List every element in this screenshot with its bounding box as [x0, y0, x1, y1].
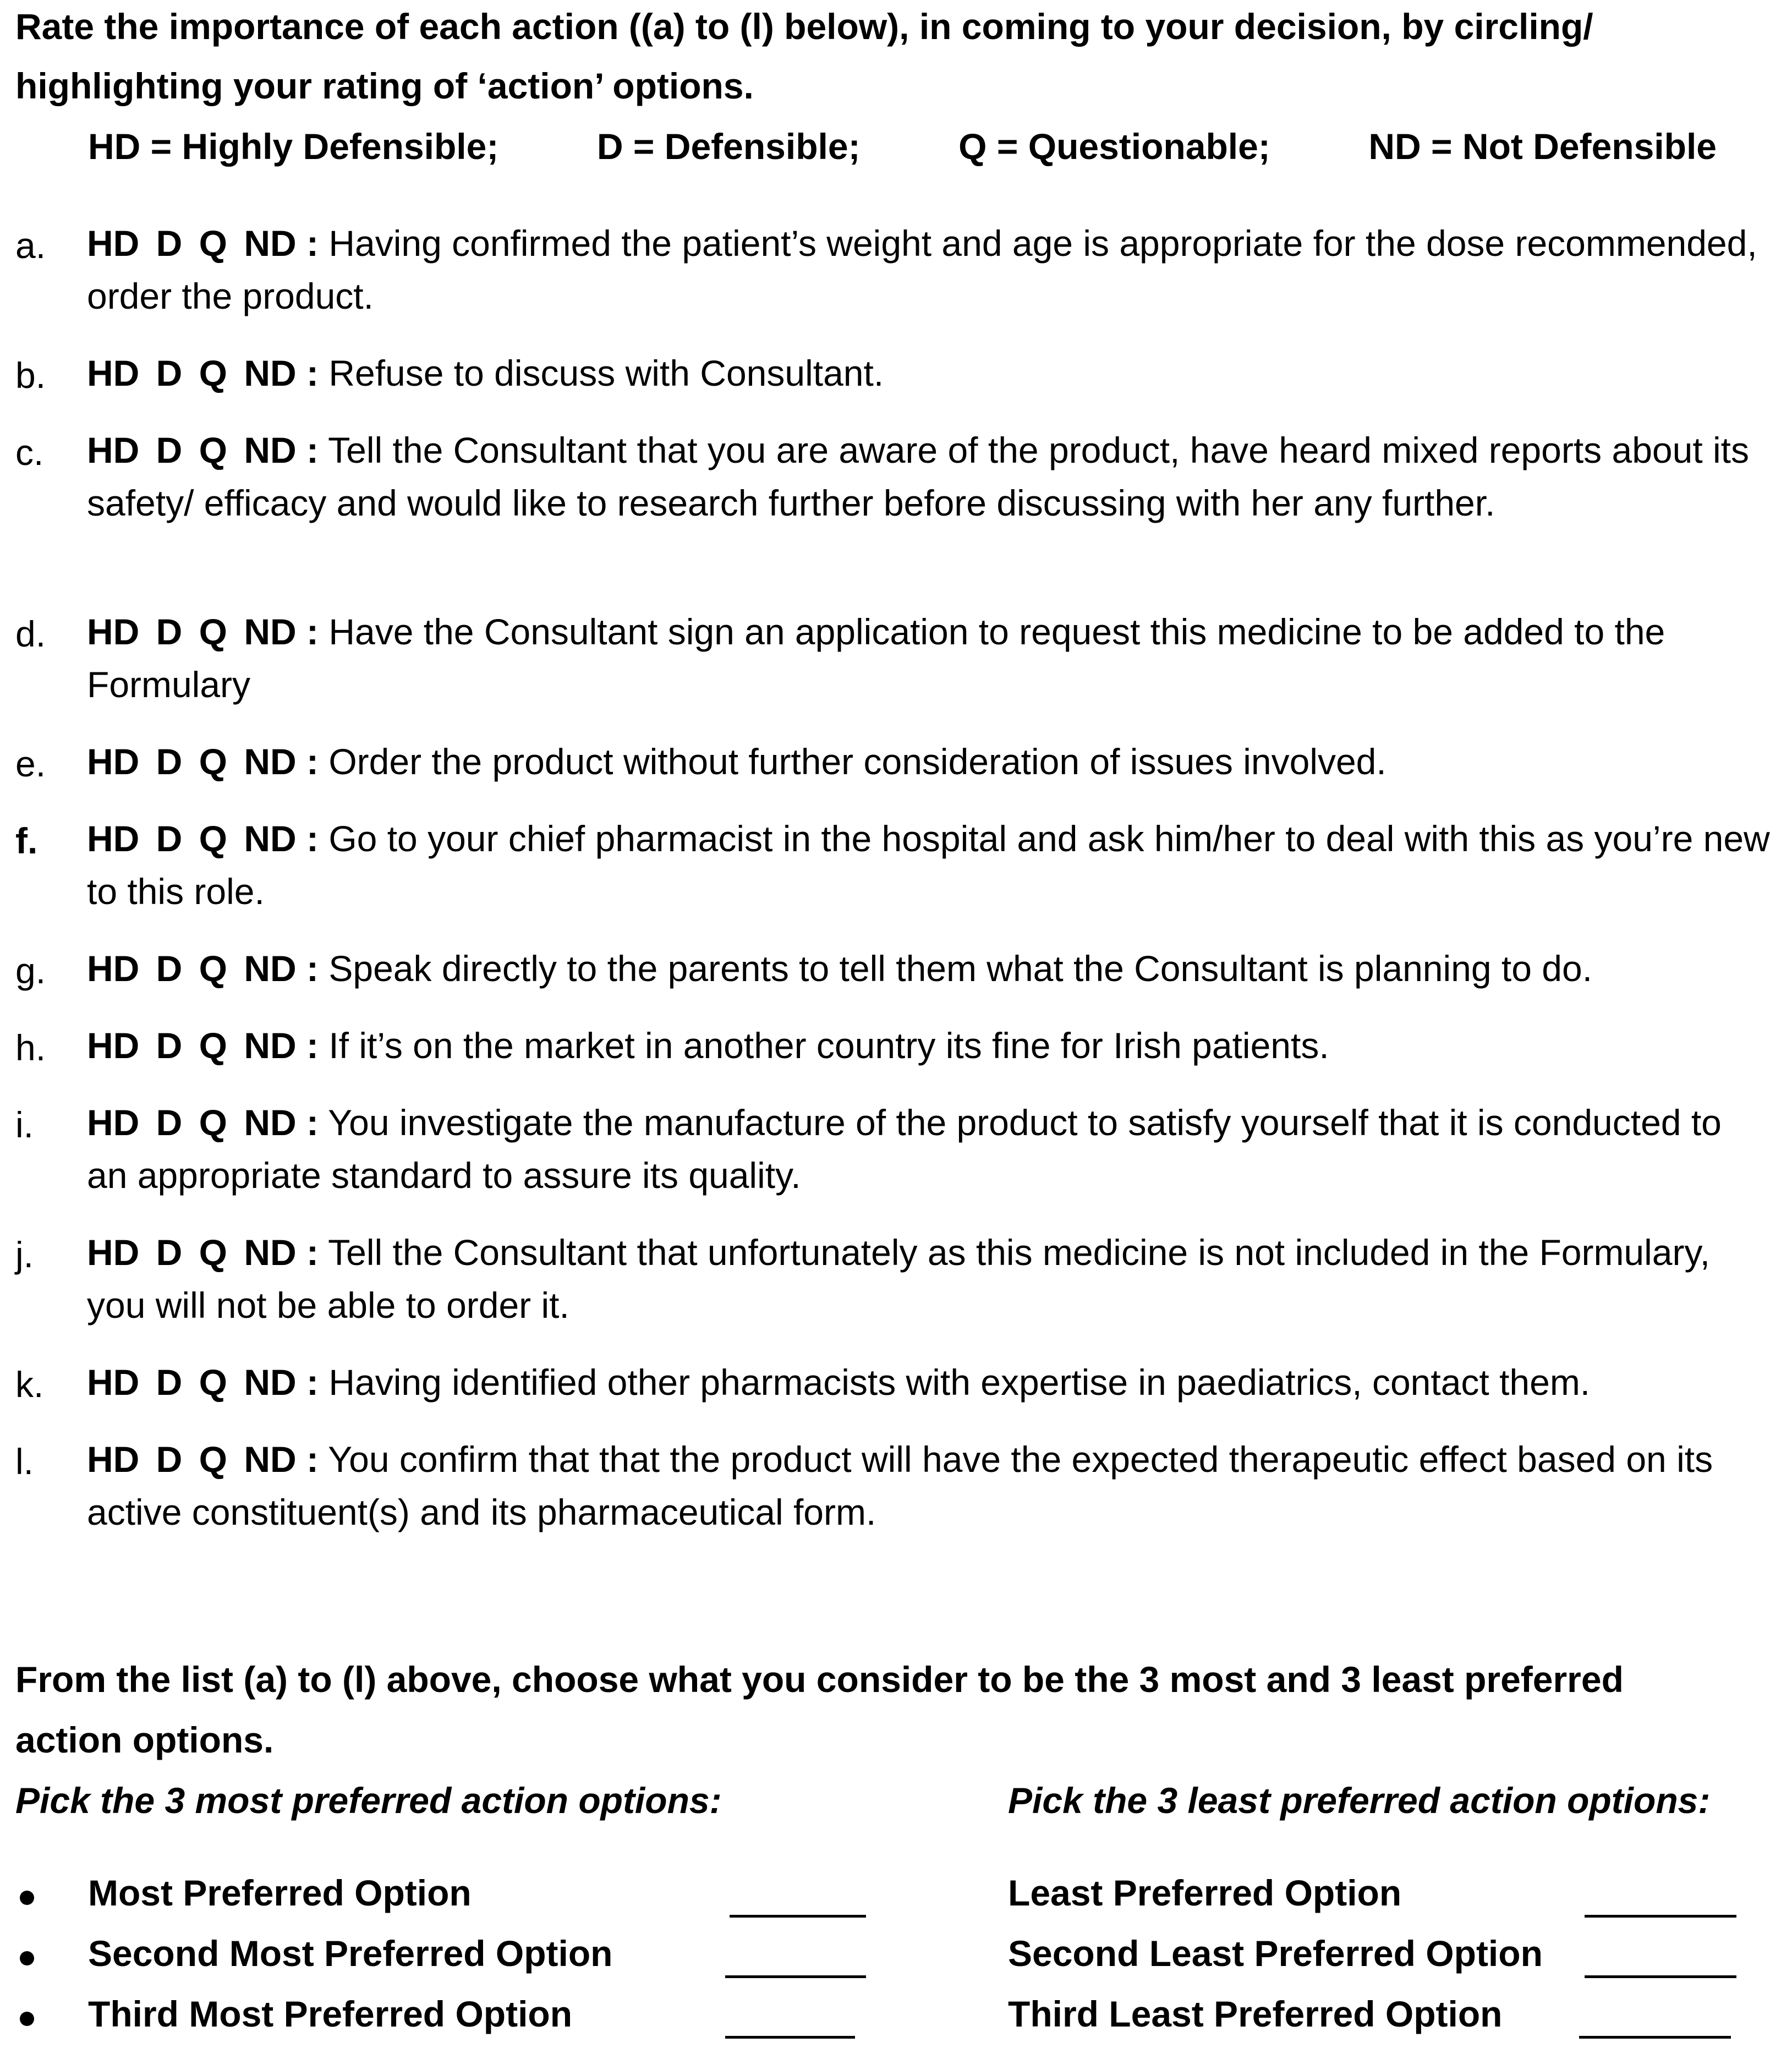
item-letter: j.	[15, 1234, 34, 1275]
rating-options[interactable]: HD D Q ND	[87, 741, 297, 782]
item-colon: :	[306, 1439, 319, 1480]
item-text: Order the product without further consideration of issues involved.	[328, 741, 1387, 782]
rating-legend	[88, 125, 1717, 167]
bullet-icon	[15, 2007, 37, 2029]
third-most-preferred-blank[interactable]	[725, 2036, 855, 2039]
item-colon: :	[306, 611, 319, 652]
least-preferred-option-label: Least Preferred Option	[1008, 1872, 1402, 1913]
rating-options[interactable]: HD D Q ND	[87, 948, 297, 989]
rating-options[interactable]: HD D Q ND	[87, 1025, 297, 1066]
item-text: If it’s on the market in another country its fine for Irish patients.	[328, 1025, 1329, 1066]
item-colon: :	[306, 223, 319, 264]
item-colon: :	[306, 741, 319, 782]
third-most-preferred-option-label: Third Most Preferred Option	[88, 1994, 573, 2034]
rating-options[interactable]: HD D Q ND	[87, 1232, 297, 1273]
most-preferred-option-label: Most Preferred Option	[88, 1872, 472, 1913]
rating-options[interactable]: HD D Q ND	[87, 223, 297, 264]
item-letter: i.	[15, 1104, 34, 1145]
second-most-preferred-blank[interactable]	[725, 1975, 866, 1978]
third-least-preferred-option-label: Third Least Preferred Option	[1008, 1994, 1503, 2034]
item-text: Having confirmed the patient’s weight and age is appropriate for the dose recommended, order the product.	[87, 223, 1757, 316]
item-letter: a.	[15, 225, 46, 266]
item-letter: c.	[15, 432, 44, 473]
bullet-icon	[15, 1886, 37, 1908]
item-colon: :	[306, 353, 319, 393]
item-colon: :	[306, 1025, 319, 1066]
rating-options[interactable]: HD D Q ND	[87, 611, 297, 652]
item-text: Tell the Consultant that you are aware of the product, have heard mixed reports about its safety/ efficacy and would like to research further before discussing with her any further.	[87, 430, 1749, 523]
second-least-preferred-blank[interactable]	[1585, 1975, 1736, 1978]
legend-nd: ND = Not Defensible	[1368, 126, 1717, 167]
most-preferred-heading: Pick the 3 most preferred action options:	[15, 1780, 722, 1821]
item-letter: h.	[15, 1027, 46, 1068]
second-most-preferred-option-label: Second Most Preferred Option	[88, 1933, 613, 1974]
rating-options[interactable]: HD D Q ND	[87, 1439, 297, 1480]
rating-options[interactable]: HD D Q ND	[87, 818, 297, 859]
rating-options[interactable]: HD D Q ND	[87, 1362, 297, 1403]
item-letter: b.	[15, 355, 46, 396]
legend-hd: HD = Highly Defensible;	[88, 126, 499, 167]
legend-d: D = Defensible;	[596, 126, 861, 167]
item-letter: g.	[15, 950, 46, 991]
item-colon: :	[306, 948, 319, 989]
item-text: Having identified other pharmacists with expertise in paediatrics, contact them.	[328, 1362, 1591, 1403]
item-letter: d.	[15, 614, 46, 654]
instructions-line-1: Rate the importance of each action ((a) to (l) below), in coming to your decision, by circling/	[15, 6, 1593, 47]
rating-options[interactable]: HD D Q ND	[87, 1102, 297, 1143]
item-colon: :	[306, 430, 319, 470]
item-colon: :	[306, 1362, 319, 1403]
item-colon: :	[306, 1232, 319, 1273]
choose-instructions-line-2: action options.	[15, 1720, 274, 1760]
item-text: Tell the Consultant that unfortunately as this medicine is not included in the Formulary, you will not be able to order it.	[87, 1232, 1710, 1326]
item-text: Speak directly to the parents to tell them what the Consultant is planning to do.	[328, 948, 1593, 989]
item-letter: l.	[15, 1441, 34, 1482]
choose-instructions-line-1: From the list (a) to (l) above, choose what you consider to be the 3 most and 3 least preferred	[15, 1659, 1624, 1700]
third-least-preferred-blank[interactable]	[1579, 2036, 1731, 2039]
item-letter: f.	[15, 820, 38, 861]
item-text: Go to your chief pharmacist in the hospital and ask him/her to deal with this as you’re new to this role.	[87, 818, 1770, 912]
instructions-line-2: highlighting your rating of ‘action’ options.	[15, 65, 754, 106]
rating-options[interactable]: HD D Q ND	[87, 353, 297, 393]
item-colon: :	[306, 1102, 319, 1143]
item-text: Refuse to discuss with Consultant.	[328, 353, 884, 393]
bullet-icon	[15, 1947, 37, 1969]
item-letter: k.	[15, 1364, 44, 1405]
legend-q: Q = Questionable;	[958, 126, 1270, 167]
rating-options[interactable]: HD D Q ND	[87, 430, 297, 470]
item-text: You investigate the manufacture of the product to satisfy yourself that it is conducted to an appropriate standard to assure its quality.	[87, 1102, 1722, 1196]
item-colon: :	[306, 818, 319, 859]
most-preferred-blank[interactable]	[730, 1915, 866, 1918]
least-preferred-blank[interactable]	[1585, 1915, 1736, 1918]
item-text: Have the Consultant sign an application to request this medicine to be added to the Formulary	[87, 611, 1665, 705]
least-preferred-heading: Pick the 3 least preferred action options:	[1008, 1780, 1711, 1821]
item-letter: e.	[15, 743, 46, 784]
second-least-preferred-option-label: Second Least Preferred Option	[1008, 1933, 1543, 1974]
item-text: You confirm that that the product will have the expected therapeutic effect based on its active constituent(s) and its pharmaceutical form.	[87, 1439, 1713, 1532]
